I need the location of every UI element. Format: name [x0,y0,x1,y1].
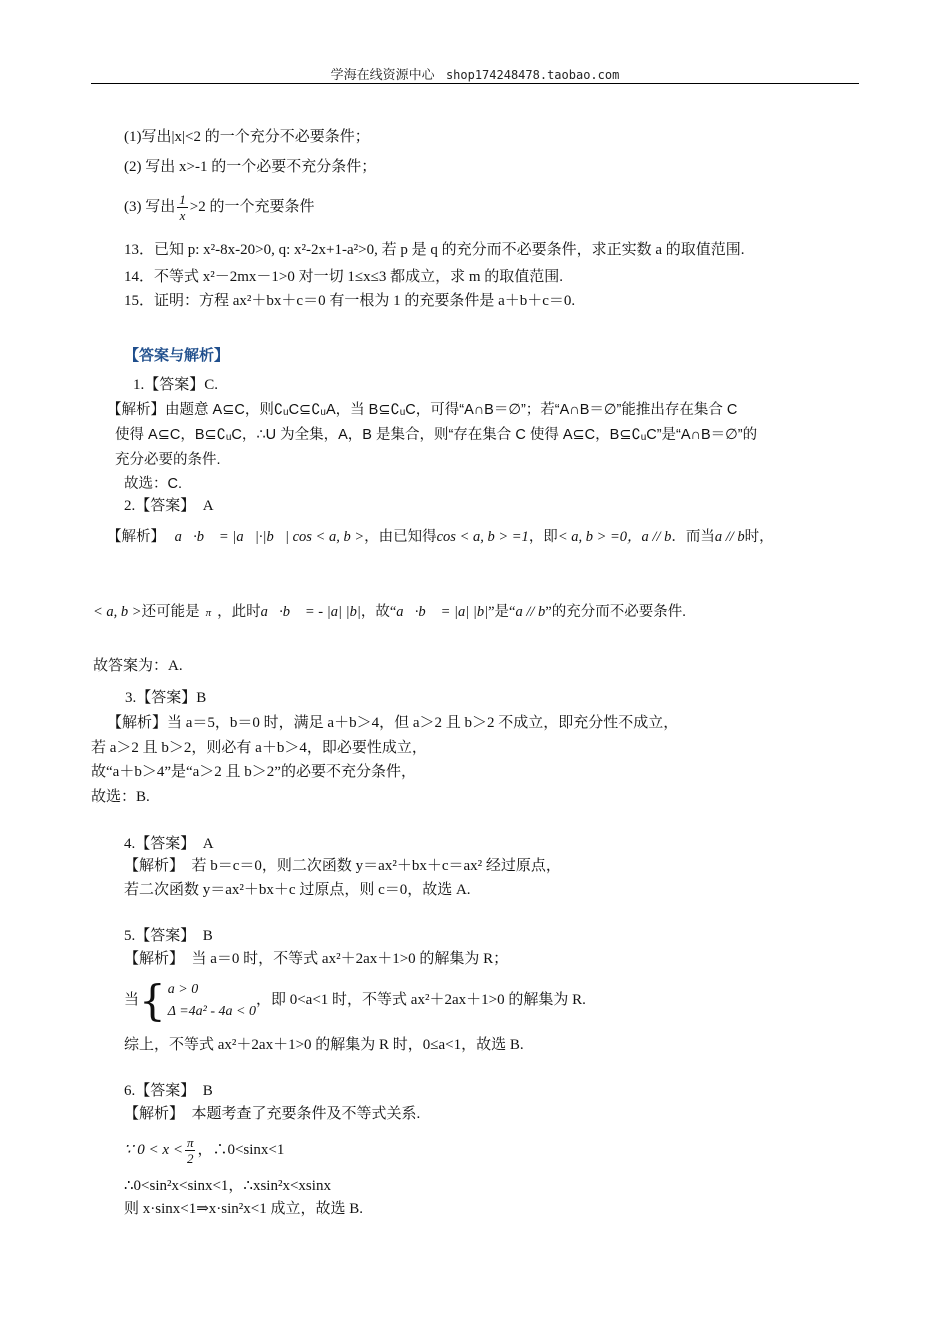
question-12-1: (1)写出|x|<2 的一个充分不必要条件； [124,129,370,145]
frac-den: x [179,208,186,224]
answer-2: 2.【答案】 A [124,498,214,514]
a2-formula-parallel: a // b [714,529,745,545]
pi-den: 2 [186,1151,194,1167]
answer-1-conclusion: 故选：C. [124,476,182,492]
a2-formula-parallel-2: a // b [515,604,546,620]
answer-6: 6.【答案】 B [124,1083,213,1099]
answer-1-explanation-line1: 【解析】由题意 A⊆C，则∁ᵤC⊆∁ᵤA，当 B⊆∁ᵤC，可得“A∩B＝∅”；若“A∩B＝∅”能推出存在集合 C [107,402,738,418]
a6-tail: ，∴0<sinx<1 [197,1142,285,1158]
a2-text-6: ，此时 [217,604,261,620]
answer-2-conclusion: 故答案为：A. [93,658,183,674]
answer-5-conclusion: 综上，不等式 ax²＋2ax＋1>0 的解集为 R 时，0≤a<1，故选 B. [124,1037,524,1053]
header-rule [91,83,859,84]
answer-3-explanation-line1: 【解析】当 a＝5，b＝0 时，满足 a＋b＞4，但 a＞2 且 b＞2 不成立，即充分性不成立， [107,715,679,731]
a2-formula-angle-2: < a, b > [93,604,142,620]
answer-2-explanation-line2 [93,602,686,623]
answer-1-explanation-line3: 充分必要的条件. [115,452,221,468]
a2-text-5: 还可能是 [141,604,200,620]
answer-6-explanation-line1: 【解析】 本题考查了充要条件及不等式关系. [124,1106,421,1122]
answer-3-explanation-line3: 故“a＋b＞4”是“a＞2 且 b＞2”的必要不充分条件， [91,764,416,780]
answer-2-explanation-line1 [107,527,774,547]
answer-5-explanation-line1: 【解析】 当 a＝0 时，不等式 ax²＋2ax＋1>0 的解集为 R； [124,951,509,967]
answer-3: 3.【答案】B [125,690,207,706]
a5-text: ，即 0<a<1 时，不等式 ax²＋2ax＋1>0 的解集为 R. [255,992,586,1008]
a2-text-9: ”的充分而不必要条件. [545,604,686,620]
a2-formula-angle: < a, b > =0，a // b [557,529,672,545]
a2-pi: π [205,607,212,619]
answers-section-title: 【答案与解析】 [124,348,230,364]
a2-text-4: 时， [744,529,774,545]
pi-num: π [186,1135,194,1151]
question-13: 13．已知 p: x²-8x-20>0, q: x²-2x+1-a²>0, 若 p 是 q 的充分而不必要条件，求正实数 a 的取值范围. [124,242,745,258]
a2-text-7: ，故“ [360,604,397,620]
header-title: 学海在线资源中心 [330,67,435,82]
answer-6-conclusion: 则 x·sinx<1⇒x·sin²x<1 成立，故选 B. [124,1201,363,1217]
question-12-2: (2) 写出 x>-1 的一个必要不充分条件； [124,159,377,175]
a5-system-row2: Δ =4a² - 4a < 0 [167,1003,256,1019]
left-brace: { [139,975,166,1025]
a6-since: ∵ 0 < x < [124,1142,183,1158]
a2-label: 【解析】 [107,529,165,545]
answer-5-explanation-line2 [124,975,586,1025]
answer-3-explanation-line2: 若 a＞2 且 b＞2，则必有 a＋b＞4，即必要性成立， [91,740,427,756]
answer-6-explanation-line2 [124,1130,284,1170]
a2-text-1: ，由已知得 [364,529,437,545]
fraction-pi-over-2 [185,1135,196,1166]
question-14: 14．不等式 x²－2mx－1>0 对一切 1≤x≤3 都成立，求 m 的取值范围. [124,269,564,285]
answer-3-conclusion: 故选：B. [91,789,150,805]
a2-formula-cos: cos < a, b > =1 [436,529,529,545]
answer-6-explanation-line3: ∴0<sin²x<sinx<1，∴xsin²x<xsinx [124,1178,331,1194]
a2-text-3: ．而当 [671,529,715,545]
frac-num: 1 [179,192,186,208]
question-15: 15．证明：方程 ax²＋bx＋c＝0 有一根为 1 的充要条件是 a＋b＋c＝0. [124,293,576,309]
answer-1: 1.【答案】C. [133,377,219,393]
answer-4: 4.【答案】 A [124,836,214,852]
page-header [0,64,950,83]
fraction-1-over-x [177,192,188,223]
a5-system [168,979,256,1023]
a2-text-8: ”是“ [488,604,516,620]
header-shop: shop174248478.taobao.com [445,68,620,82]
a2-formula-neg: a⃗·b⃗ = - |a| |b| [260,604,361,620]
a2-formula-dot-product: a⃗·b⃗ = |a⃗|·|b⃗| cos < a, b > [174,529,365,545]
answer-5: 5.【答案】 B [124,928,213,944]
answer-1-explanation-line2: 使得 A⊆C，B⊆∁ᵤC，∴U 为全集，A，B 是集合，则“存在集合 C 使得 A⊆C，B⊆∁ᵤC”是“A∩B＝∅”的 [115,427,758,443]
question-12-3 [124,188,314,226]
q12-3-pre: (3) 写出 [124,199,176,215]
answer-4-explanation-line1: 【解析】 若 b＝c＝0，则二次函数 y＝ax²＋bx＋c＝ax² 经过原点， [124,858,561,874]
a5-system-row1: a > 0 [167,981,199,997]
a5-when: 当 [124,992,140,1008]
a2-text-2: ，即 [528,529,558,545]
answer-4-explanation-line2: 若二次函数 y＝ax²＋bx＋c 过原点，则 c＝0，故选 A. [124,882,471,898]
a2-formula-pos: a⃗·b⃗ = |a| |b| [396,604,489,620]
q12-3-post: >2 的一个充要条件 [189,199,315,215]
